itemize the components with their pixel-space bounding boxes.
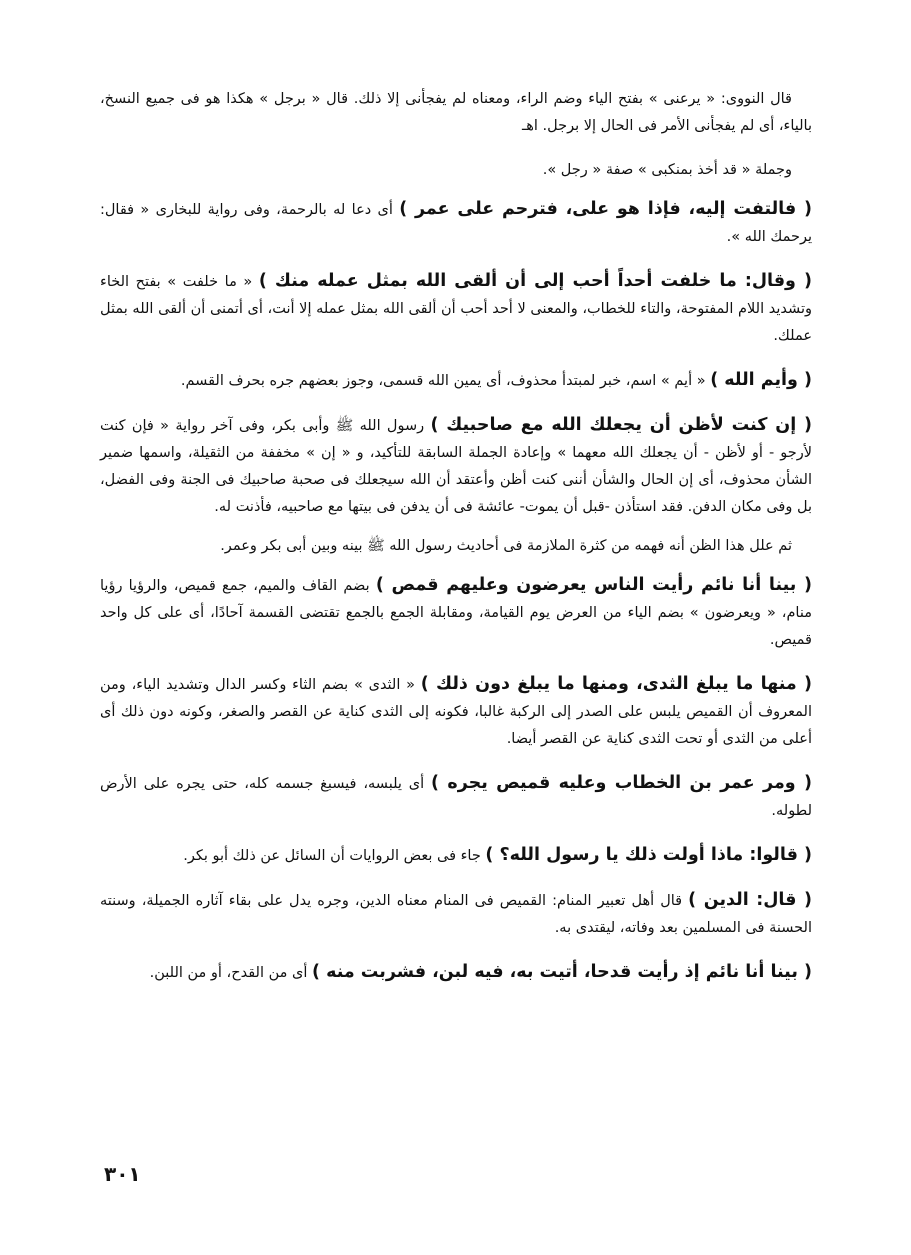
hadith-lemma: ( وأيم الله ) [710, 370, 812, 390]
paragraph-text: « الثدى » بضم الثاء وكسر الدال وتشديد الياء، ومن المعروف أن القميص يلبس على الصدر إلى الركبة غالبا، فكونه إلى الثدى كناية عن القصر والصغر، وكونه دون ذلك أى أعلى من الثدى أو تحت الثدى كناية عن القصر أيضا. [100, 677, 812, 747]
paragraph-6 [100, 412, 812, 521]
paragraph-8 [100, 572, 812, 654]
page-body [100, 86, 812, 1004]
paragraph-text: أى يلبسه، فيسبغ جسمه كله، حتى يجره على الأرض لطوله. [100, 776, 812, 819]
hadith-lemma: ( إن كنت لأظن أن يجعلك الله مع صاحبيك ) [430, 415, 812, 435]
hadith-lemma: ( فالتفت إليه، فإذا هو على، فترحم على عمر ) [399, 199, 812, 219]
paragraph-text: « أيم » اسم، خبر لمبتدأ محذوف، أى يمين الله قسمى، وجوز بعضهم جره بحرف القسم. [180, 373, 711, 389]
hadith-lemma: ( بينا أنا نائم إذ رأيت قدحا، أتيت به، فيه لبن، فشربت منه ) [312, 962, 812, 982]
paragraph-text: قال أهل تعبير المنام: القميص فى المنام معناه الدين، وجره يدل على بقاء آثاره الجميلة، وسنته الحسنة فى المسلمين بعد وفاته، ليقتدى به. [100, 893, 812, 936]
paragraph-text: « ما خلفت » بفتح الخاء وتشديد اللام المفتوحة، والتاء للخطاب، والمعنى لا أحد أحب أن ألقى الله بمثل عمله إلا أنت، أى أتمنى أن ألقى الله بمثل عملك. [100, 274, 812, 344]
paragraph-3 [100, 196, 812, 251]
hadith-lemma: ( ومر عمر بن الخطاب وعليه قميص يجره ) [431, 773, 812, 793]
paragraph-text: بضم القاف والميم، جمع قميص، والرؤيا رؤيا منام، « ويعرضون » بضم الياء من العرض يوم القيامة، ومقابلة الجمع بالجمع تقتضى القسمة آحادًا، أى على كل واحد قميص. [100, 578, 812, 648]
hadith-lemma: ( وقال: ما خلفت أحداً أحب إلى أن ألقى الله بمثل عمله منك ) [258, 271, 812, 291]
paragraph-5 [100, 367, 812, 395]
paragraph-text: رسول الله ﷺ وأبى بكر، وفى آخر رواية « فإن كنت لأرجو - أو لأظن - أن يجعلك الله معهما » وإعادة الجملة السابقة للتأكيد، و « إن » مخففة من الثقيلة، واسمها ضمير الشأن محذوف، أى إن الحال والشأن أننى كنت أظن وأعتقد أن الله سيجعلك فى صحبة صاحبيك فى الجنة وفى الفضل، بل وفى مكان الدفن. فقد استأذن -قبل أن يموت- عائشة فى أن يدفن فى بيتها مع صاحبيه، فأذنت له. [100, 418, 812, 515]
paragraph-text: أى من القدح، أو من اللبن. [149, 965, 312, 981]
paragraph-9 [100, 671, 812, 753]
paragraph-12 [100, 887, 812, 942]
paragraph-text: جاء فى بعض الروايات أن السائل عن ذلك أبو بكر. [183, 848, 486, 864]
paragraph-text: ثم علل هذا الظن أنه فهمه من كثرة الملازمة فى أحاديث رسول الله ﷺ بينه وبين أبى بكر وعمر. [220, 538, 792, 554]
page-number: ٣٠١ [104, 1162, 141, 1186]
hadith-lemma: ( قالوا: ماذا أولت ذلك يا رسول الله؟ ) [485, 845, 812, 865]
paragraph-text: وجملة « قد أخذ بمنكبى » صفة « رجل ». [542, 162, 792, 178]
paragraph-text: قال النووى: « يرعنى » بفتح الياء وضم الراء، ومعناه لم يفجأنى إلا ذلك. قال « برجل » هكذا هو فى جميع النسخ، بالياء، أى لم يفجأنى الأمر فى الحال إلا برجل. اهـ [100, 91, 812, 134]
paragraph-text: أى دعا له بالرحمة، وفى رواية للبخارى « فقال: يرحمك الله ». [100, 202, 812, 245]
paragraph-13 [100, 959, 812, 987]
paragraph-10 [100, 770, 812, 825]
paragraph-1 [100, 86, 812, 140]
hadith-lemma: ( بينا أنا نائم رأيت الناس يعرضون وعليهم قمص ) [375, 575, 812, 595]
paragraph-7 [100, 533, 812, 560]
hadith-lemma: ( منها ما يبلغ الثدى، ومنها ما يبلغ دون ذلك ) [420, 674, 812, 694]
paragraph-2 [100, 157, 812, 184]
paragraph-11 [100, 842, 812, 870]
hadith-lemma: ( قال: الدين ) [688, 890, 812, 910]
paragraph-4 [100, 268, 812, 350]
